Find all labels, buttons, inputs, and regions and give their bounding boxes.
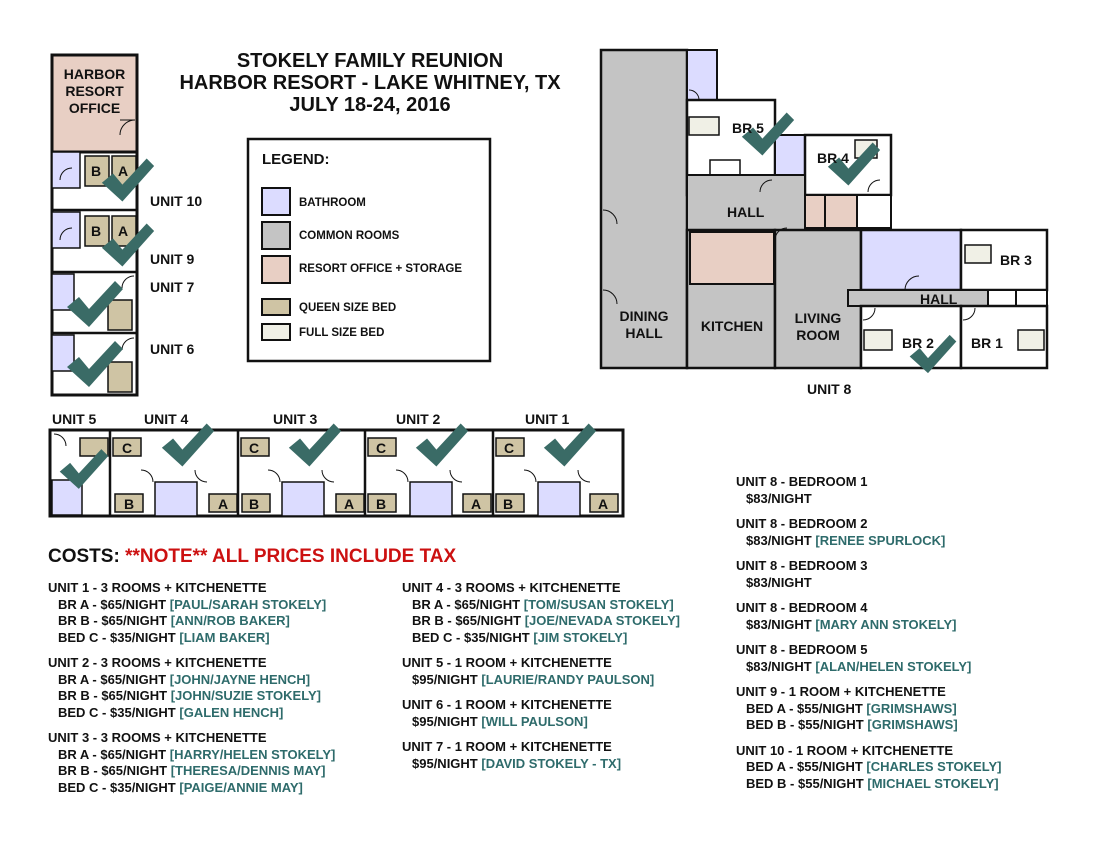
- unit1-bed-c: C: [504, 440, 515, 456]
- unit9-bed-a: A: [118, 223, 129, 239]
- title-line-1: STOKELY FAMILY REUNION: [236, 50, 504, 72]
- hall-lower-label: HALL: [920, 291, 958, 307]
- unit2-bed-c: C: [376, 440, 387, 456]
- cost-line: $83/NIGHT [RENEE SPURLOCK]: [746, 532, 946, 548]
- cost-header: UNIT 10 - 1 ROOM + KITCHENETTE: [736, 742, 954, 758]
- legend-common-rooms: COMMON ROOMS: [299, 230, 400, 242]
- cost-line: BED B - $55/NIGHT [MICHAEL STOKELY]: [746, 775, 999, 791]
- cost-block-unit8-br1: [736, 474, 1001, 507]
- cost-block-unit8-br2: [736, 516, 1001, 549]
- legend-resort-office: RESORT OFFICE + STORAGE: [299, 263, 463, 275]
- cost-line: BR A - $65/NIGHT [JOHN/JAYNE HENCH]: [58, 671, 311, 687]
- costs-heading: [48, 546, 456, 568]
- cost-header: UNIT 8 - BEDROOM 1: [736, 474, 868, 489]
- cost-header: UNIT 8 - BEDROOM 3: [736, 558, 868, 573]
- cost-line: BED C - $35/NIGHT [PAIGE/ANNIE MAY]: [58, 779, 303, 795]
- unit4-bed-b: B: [124, 496, 135, 512]
- unit1-bed-b: B: [503, 496, 514, 512]
- cost-line: BR B - $65/NIGHT [JOE/NEVADA STOKELY]: [412, 613, 681, 628]
- dining-hall-label: DINING HALL: [619, 308, 669, 341]
- unit1-label: UNIT 1: [525, 411, 570, 427]
- kitchen-label: KITCHEN: [700, 318, 764, 334]
- cost-block-unit1: [48, 580, 335, 646]
- cost-header: UNIT 5 - 1 ROOM + KITCHENETTE: [402, 655, 612, 670]
- unit10-bed-a: A: [118, 163, 129, 179]
- office-label: HARBOR RESORT OFFICE: [63, 66, 126, 116]
- cost-line: BED B - $55/NIGHT [GRIMSHAWS]: [746, 717, 958, 732]
- cost-header: UNIT 6 - 1 ROOM + KITCHENETTE: [402, 697, 612, 712]
- costs-column-2: [402, 580, 680, 781]
- unit7-label: UNIT 7: [150, 279, 195, 295]
- unit8-label: UNIT 8: [807, 381, 852, 397]
- unit10-label: UNIT 10: [150, 193, 203, 209]
- unit4-label: UNIT 4: [144, 411, 189, 427]
- unit2-label: UNIT 2: [396, 411, 441, 427]
- cost-line: BR A - $65/NIGHT [PAUL/SARAH STOKELY]: [58, 596, 327, 612]
- br4-label: BR 4: [817, 150, 849, 166]
- cost-line: $95/NIGHT [LAURIE/RANDY PAULSON]: [412, 671, 655, 687]
- costs-column-1: [48, 580, 335, 805]
- cost-header: UNIT 8 - BEDROOM 4: [736, 600, 868, 615]
- cost-block-unit7: [402, 739, 680, 772]
- unit1-bed-a: A: [598, 496, 609, 512]
- costs-note: **NOTE** ALL PRICES INCLUDE TAX: [125, 546, 457, 567]
- cost-line: BED C - $35/NIGHT [JIM STOKELY]: [412, 629, 628, 645]
- cost-line: $83/NIGHT: [746, 490, 812, 506]
- title-line-2: HARBOR RESORT - LAKE WHITNEY, TX: [179, 72, 561, 94]
- cost-line: BR B - $65/NIGHT [JOHN/SUZIE STOKELY]: [58, 688, 321, 703]
- legend-heading: LEGEND:: [262, 151, 330, 168]
- cost-line: BR B - $65/NIGHT [ANN/ROB BAKER]: [58, 613, 290, 628]
- cost-line: BED C - $35/NIGHT [LIAM BAKER]: [58, 629, 270, 645]
- unit5-label: UNIT 5: [52, 411, 97, 427]
- costs-label: COSTS:: [48, 546, 120, 567]
- hall-upper-label: HALL: [727, 204, 765, 220]
- cost-block-unit9: [736, 684, 1001, 734]
- bottom-units: [50, 430, 623, 516]
- cost-line: $95/NIGHT [DAVID STOKELY - TX]: [412, 755, 622, 771]
- br5-label: BR 5: [732, 120, 764, 136]
- br1-label: BR 1: [971, 335, 1003, 351]
- unit10-bed-b: B: [91, 163, 102, 179]
- unit2-bed-b: B: [376, 496, 387, 512]
- cost-header: UNIT 8 - BEDROOM 5: [736, 642, 868, 657]
- unit9-label: UNIT 9: [150, 251, 195, 267]
- legend-full-bed: FULL SIZE BED: [299, 327, 385, 339]
- cost-block-unit8-br5: [736, 642, 1001, 675]
- cost-line: $95/NIGHT [WILL PAULSON]: [412, 713, 588, 729]
- unit3-bed-c: C: [249, 440, 260, 456]
- cost-block-unit10: [736, 743, 1001, 793]
- cost-block-unit2: [48, 655, 335, 721]
- cost-block-unit6: [402, 697, 680, 730]
- cost-line: BR B - $65/NIGHT [THERESA/DENNIS MAY]: [58, 763, 326, 778]
- cost-line: $83/NIGHT: [746, 574, 812, 590]
- title-line-3: JULY 18-24, 2016: [289, 94, 451, 116]
- cost-header: UNIT 3 - 3 ROOMS + KITCHENETTE: [48, 730, 267, 745]
- cost-block-unit5: [402, 655, 680, 688]
- cost-line: $83/NIGHT [MARY ANN STOKELY]: [746, 616, 957, 632]
- unit2-bed-a: A: [471, 496, 482, 512]
- unit6-label: UNIT 6: [150, 341, 195, 357]
- legend-queen-bed: QUEEN SIZE BED: [299, 302, 397, 314]
- cost-header: UNIT 9 - 1 ROOM + KITCHENETTE: [736, 684, 946, 699]
- br3-label: BR 3: [1000, 252, 1032, 268]
- unit9-bed-b: B: [91, 223, 102, 239]
- unit4-bed-c: C: [122, 440, 133, 456]
- unit3-bed-a: A: [344, 496, 355, 512]
- cost-block-unit8-br3: [736, 558, 1001, 591]
- cost-line: BR A - $65/NIGHT [HARRY/HELEN STOKELY]: [58, 746, 336, 762]
- cost-block-unit8-br4: [736, 600, 1001, 633]
- legend-bathroom: BATHROOM: [299, 197, 366, 209]
- unit3-label: UNIT 3: [273, 411, 318, 427]
- cost-line: BED A - $55/NIGHT [CHARLES STOKELY]: [746, 759, 1002, 774]
- cost-line: BR A - $65/NIGHT [TOM/SUSAN STOKELY]: [412, 596, 674, 612]
- cost-line: $83/NIGHT [ALAN/HELEN STOKELY]: [746, 658, 972, 674]
- br2-label: BR 2: [902, 335, 934, 351]
- cost-header: UNIT 1 - 3 ROOMS + KITCHENETTE: [48, 580, 267, 595]
- cost-line: BED A - $55/NIGHT [GRIMSHAWS]: [746, 700, 957, 716]
- costs-column-3: [736, 474, 1001, 801]
- cost-line: BED C - $35/NIGHT [GALEN HENCH]: [58, 704, 284, 720]
- cost-block-unit3: [48, 730, 335, 796]
- cost-header: UNIT 2 - 3 ROOMS + KITCHENETTE: [48, 655, 267, 670]
- cost-header: UNIT 7 - 1 ROOM + KITCHENETTE: [402, 739, 612, 754]
- living-room-label: LIVING ROOM: [794, 310, 842, 343]
- cost-header: UNIT 8 - BEDROOM 2: [736, 516, 868, 531]
- cost-block-unit4: [402, 580, 680, 646]
- unit4-bed-a: A: [218, 496, 229, 512]
- unit3-bed-b: B: [249, 496, 260, 512]
- cost-header: UNIT 4 - 3 ROOMS + KITCHENETTE: [402, 580, 621, 595]
